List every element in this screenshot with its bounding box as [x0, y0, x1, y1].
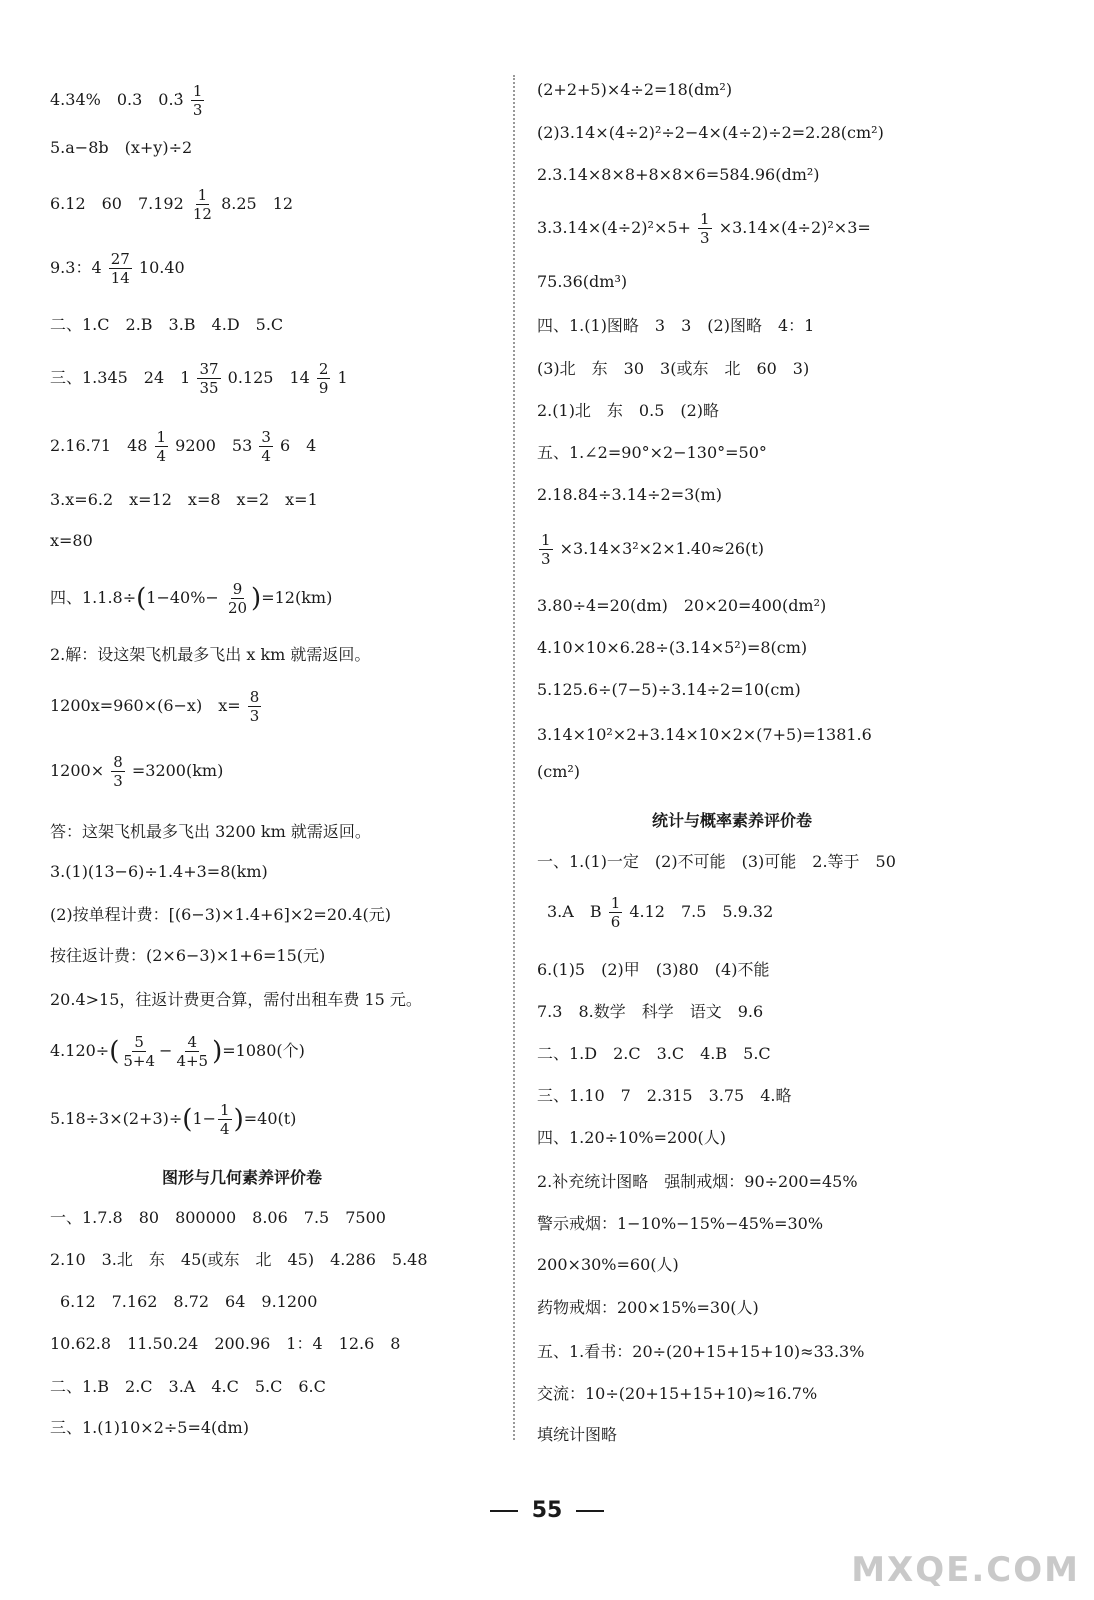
- answer-line: 10.62.8 11.50.24 200.96 1：4 12.6 8: [50, 1334, 401, 1353]
- fraction: $\frac{1}{3}$: [700, 210, 710, 247]
- fraction: $\frac{9}{20}$: [227, 580, 248, 617]
- section-title-statistics: 统计与概率素养评价卷: [652, 811, 813, 830]
- fraction: $\frac{1}{4}$: [220, 1101, 230, 1138]
- answer-line: (3)北 东 30 3(或东 北 60 3): [537, 359, 810, 378]
- answer-line: 一、1.7.8 80 800000 8.06 7.5 7500: [50, 1208, 386, 1227]
- answer-line: x=80: [50, 531, 93, 550]
- answer-line: 2.3.14×8×8+8×8×6=584.96(dm²): [537, 165, 820, 184]
- answer-line: 4.10×10×6.28÷(3.14×5²)=8(cm): [537, 638, 808, 657]
- answer-line: 5.18÷3×(2+3)÷(1− $\frac{1}{4}$ )=40(t): [50, 1101, 297, 1138]
- answer-line: 二、1.D 2.C 3.C 4.B 5.C: [537, 1044, 771, 1063]
- answer-line: $\frac{1}{3}$ ×3.14×3²×2×1.40≈26(t): [541, 531, 764, 568]
- answer-line: 7.3 8.数学 科学 语文 9.6: [537, 1002, 764, 1021]
- answer-line: (cm²): [537, 762, 581, 781]
- answer-line: (2+2+5)×4÷2=18(dm²): [537, 80, 733, 99]
- fraction: $\frac{4}{4+5}$: [176, 1033, 209, 1070]
- answer-line: 200×30%=60(人): [537, 1255, 679, 1274]
- fraction: $\frac{1}{12}$: [192, 186, 212, 223]
- section-title-geometry: 图形与几何素养评价卷: [162, 1168, 323, 1187]
- answer-line: 2.补充统计图略 强制戒烟：90÷200=45%: [537, 1172, 858, 1191]
- answer-line: 5.a−8b (x+y)÷2: [50, 138, 193, 157]
- fraction: $\frac{1}{6}$: [610, 894, 621, 931]
- answer-line: 二、1.C 2.B 3.B 4.D 5.C: [50, 315, 284, 334]
- answer-line: 药物戒烟：200×15%=30(人): [537, 1298, 759, 1317]
- answer-line: 3.3.14×(4÷2)²×5+ $\frac{1}{3}$ ×3.14×(4÷2)²×3=: [537, 210, 871, 247]
- answer-line: 答：这架飞机最多飞出 3200 km 就需返回。: [50, 822, 371, 841]
- answer-line: 警示戒烟：1−10%−15%−45%=30%: [537, 1214, 824, 1233]
- answer-line: 2.10 3.北 东 45(或东 北 45) 4.286 5.48: [50, 1250, 428, 1269]
- answer-line: 三、1.10 7 2.315 3.75 4.略: [537, 1086, 792, 1105]
- answer-line: 4.120÷( $\frac{5}{5+4}$ − $\frac{4}{4+5}$ )=1080(个): [50, 1033, 305, 1070]
- answer-line: 四、1.20÷10%=200(人): [537, 1128, 727, 1147]
- answer-line: 一、1.(1)一定 (2)不可能 (3)可能 2.等于 50: [537, 852, 896, 871]
- answer-line: 三、1.(1)10×2÷5=4(dm): [50, 1418, 249, 1437]
- answer-line: 3.14×10²×2+3.14×10×2×(7+5)=1381.6: [537, 725, 872, 744]
- answer-line: 按往返计费：(2×6−3)×1+6=15(元): [50, 946, 326, 965]
- answer-line: 三、1.345 24 1 $\frac{37}{35}$ 0.125 14 $\frac{2}{9}$ 1: [50, 360, 348, 397]
- fraction: $\frac{37}{35}$: [199, 360, 219, 397]
- watermark: MXQE.COM: [851, 1550, 1080, 1590]
- answer-line: 2.解：设这架飞机最多飞出 x km 就需返回。: [50, 645, 371, 664]
- answer-line: 填统计图略: [537, 1425, 618, 1444]
- answer-line: 1200× $\frac{8}{3}$ =3200(km): [50, 753, 224, 790]
- answer-line: 二、1.B 2.C 3.A 4.C 5.C 6.C: [50, 1377, 326, 1396]
- answer-line: 3.A B $\frac{1}{6}$ 4.12 7.5 5.9.32: [547, 894, 774, 931]
- answer-line: 3.80÷4=20(dm) 20×20=400(dm²): [537, 596, 827, 615]
- fraction: $\frac{2}{9}$: [318, 360, 329, 397]
- fraction: $\frac{1}{3}$: [541, 531, 551, 568]
- answer-line: 五、1.∠2=90°×2−130°=50°: [537, 443, 767, 462]
- answer-line: 75.36(dm³): [537, 272, 628, 291]
- answer-line: 6.(1)5 (2)甲 (3)80 (4)不能: [537, 960, 770, 979]
- answer-line: 2.16.71 48 $\frac{1}{4}$ 9200 53 $\frac{3}{4}$ 6 4: [50, 428, 317, 465]
- answer-line: 2.18.84÷3.14÷2=3(m): [537, 485, 722, 504]
- answer-line: 5.125.6÷(7−5)÷3.14÷2=10(cm): [537, 680, 801, 699]
- answer-line: 1200x=960×(6−x) x= $\frac{8}{3}$: [50, 688, 260, 725]
- fraction: $\frac{5}{5+4}$: [123, 1033, 156, 1070]
- page-number: 55: [0, 1498, 1094, 1523]
- answer-line: 6.12 60 7.192 $\frac{1}{12}$ 8.25 12: [50, 186, 294, 223]
- answer-line: 交流：10÷(20+15+15+10)≈16.7%: [537, 1384, 818, 1403]
- answer-line: 四、1.(1)图略 3 3 (2)图略 4：1: [537, 316, 815, 335]
- answer-line: 6.12 7.162 8.72 64 9.1200: [60, 1292, 318, 1311]
- column-divider: [513, 75, 515, 1440]
- fraction: $\frac{1}{4}$: [156, 428, 167, 465]
- answer-line: 四、1.1.8÷(1−40%− $\frac{9}{20}$ )=12(km): [50, 580, 333, 617]
- answer-line: 9.3：4 $\frac{27}{14}$ 10.40: [50, 250, 185, 287]
- answer-line: 3.x=6.2 x=12 x=8 x=2 x=1: [50, 490, 318, 509]
- fraction: $\frac{8}{3}$: [249, 688, 260, 725]
- answer-line: (2)3.14×(4÷2)²÷2−4×(4÷2)÷2=2.28(cm²): [537, 123, 884, 142]
- answer-line: (2)按单程计费：[(6−3)×1.4+6]×2=20.4(元): [50, 905, 391, 924]
- fraction: $\frac{3}{4}$: [261, 428, 271, 465]
- answer-line: 五、1.看书：20÷(20+15+15+10)≈33.3%: [537, 1342, 865, 1361]
- answer-line: 3.(1)(13−6)÷1.4+3=8(km): [50, 862, 268, 881]
- answer-line: 20.4>15，往返计费更合算，需付出租车费 15 元。: [50, 990, 422, 1009]
- fraction: $\frac{27}{14}$: [110, 250, 130, 287]
- fraction: $\frac{1}{3}$: [192, 82, 203, 119]
- answer-line: 4.34% 0.3 0.3̇ $\frac{1}{3}$: [50, 82, 203, 119]
- fraction: $\frac{8}{3}$: [113, 753, 123, 790]
- answer-line: 2.(1)北 东 0.5 (2)略: [537, 401, 720, 420]
